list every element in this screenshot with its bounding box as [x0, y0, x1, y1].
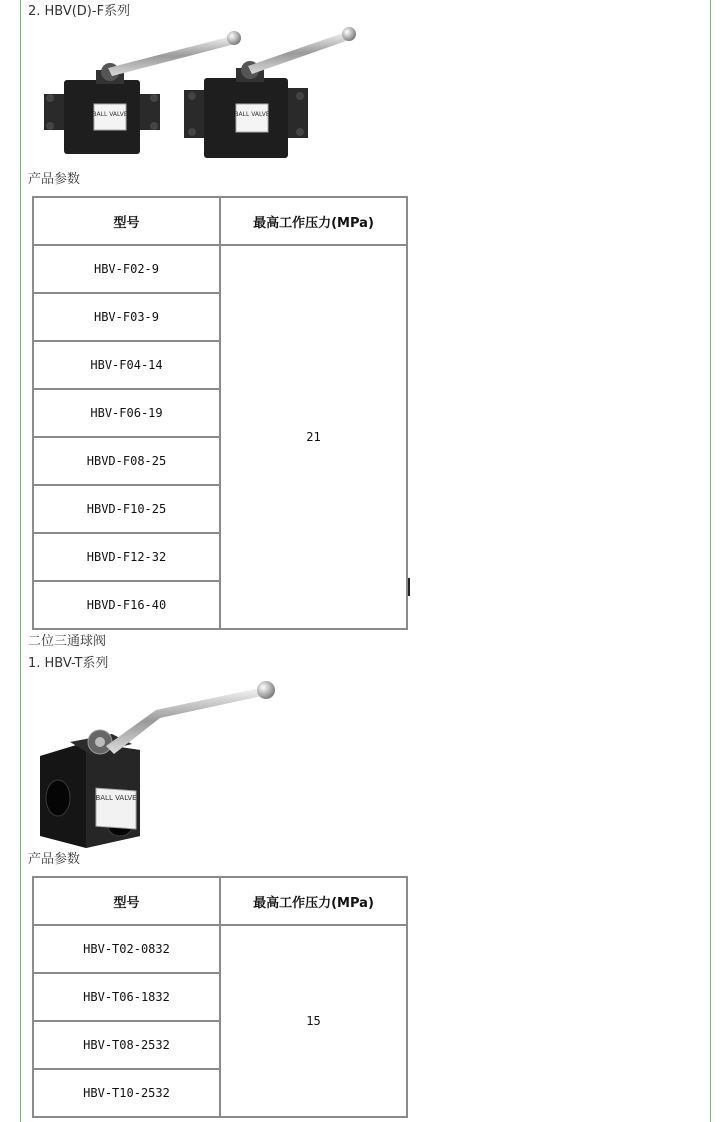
- valve-right-label: BALL VALVE: [234, 111, 270, 118]
- model-cell: HBV-F04-14: [33, 341, 220, 389]
- pressure-cell: 15: [220, 925, 407, 1117]
- model-cell: HBV-T08-2532: [33, 1021, 220, 1069]
- pressure-cell: 21: [220, 245, 407, 629]
- header-model: 型号: [33, 197, 220, 245]
- hbv-f-spec-table: [32, 196, 408, 630]
- model-cell: HBVD-F10-25: [33, 485, 220, 533]
- valve-left-label: BALL VALVE: [92, 111, 128, 118]
- valve-t-label: BALL VALVE: [95, 794, 137, 802]
- model-cell: HBV-F06-19: [33, 389, 220, 437]
- table-header-row: [33, 877, 407, 925]
- model-cell: HBV-T02-0832: [33, 925, 220, 973]
- table-row: [33, 925, 407, 973]
- model-cell: HBV-F03-9: [33, 293, 220, 341]
- table-header-row: [33, 197, 407, 245]
- model-cell: HBV-F02-9: [33, 245, 220, 293]
- hbv-t-spec-table: [32, 876, 408, 1118]
- hbv-t-product-image: [36, 676, 296, 848]
- table-row: [33, 245, 407, 293]
- header-pressure: 最高工作压力(MPa): [220, 877, 407, 925]
- section-t-title: 1. HBV-T系列: [28, 656, 109, 671]
- model-cell: HBVD-F08-25: [33, 437, 220, 485]
- model-cell: HBV-T06-1832: [33, 973, 220, 1021]
- section-t-category: 二位三通球阀: [28, 634, 107, 649]
- section-t-params-label: 产品参数: [28, 852, 81, 867]
- text-cursor-mark: [408, 578, 410, 596]
- section-f-params-label: 产品参数: [28, 172, 81, 187]
- hbv-f-product-image: [36, 24, 366, 164]
- header-pressure: 最高工作压力(MPa): [220, 197, 407, 245]
- header-model: 型号: [33, 877, 220, 925]
- model-cell: HBVD-F12-32: [33, 533, 220, 581]
- section-f-title: 2. HBV(D)-F系列: [28, 4, 131, 19]
- model-cell: HBV-T10-2532: [33, 1069, 220, 1117]
- model-cell: HBVD-F16-40: [33, 581, 220, 629]
